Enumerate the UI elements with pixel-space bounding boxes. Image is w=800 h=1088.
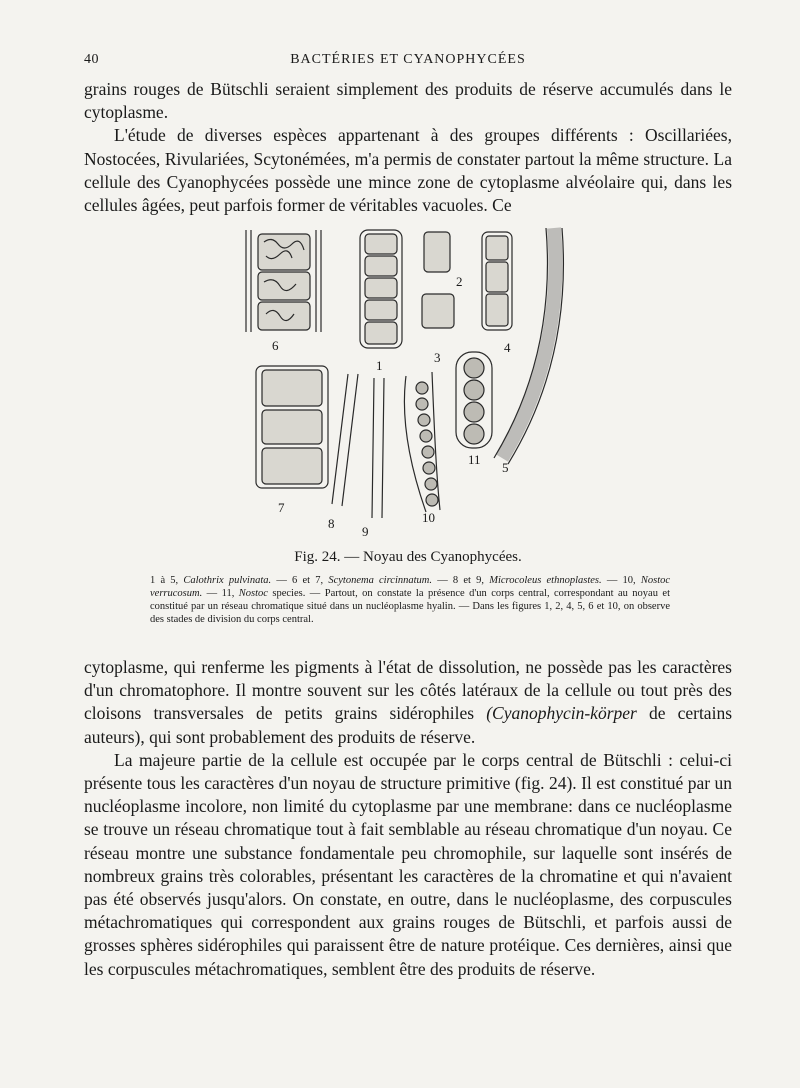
species-name: Calothrix pulvinata.: [183, 575, 272, 586]
species-name: Nostoc: [238, 588, 268, 599]
fig-label-10: 10: [422, 510, 435, 525]
caption-text: 1 à 5,: [150, 575, 184, 586]
caption-text: — 10,: [601, 575, 641, 586]
paragraph-text: cytoplasme, qui renferme les pigments à l'état de dissolution, ne possède pas les caractères d'un chromatophore. Il montre souvent sur les côtés latéraux de la cellule ou tout près des cloisons transversales de petits grains sidérophiles: [84, 657, 732, 724]
filament-7: [256, 366, 328, 488]
paragraph: grains rouges de Bütschli seraient simplement des produits de réserve accumulés dans le cytoplasme.: [84, 79, 732, 123]
filament-9: [372, 378, 384, 518]
fig-label-1: 1: [376, 358, 383, 373]
running-title: BACTÉRIES ET CYANOPHYCÉES: [290, 52, 526, 67]
figure-caption-title: Fig. 24. — Noyau des Cyanophycées.: [294, 549, 522, 565]
filament-4: [482, 232, 512, 330]
fig-label-6: 6: [272, 338, 279, 353]
fig-label-2: 2: [456, 274, 463, 289]
fig-label-3: 3: [434, 350, 441, 365]
filament-1: [360, 230, 402, 348]
paragraph: La majeure partie de la cellule est occupée par le corps central de Bütschli : celui-ci présente tous les caractères d'un noyau de structure primitive (fig. 24). Il est constitué par un nucléoplasme incolore, non limité du cytoplasme par une membrane: dans ce nucléoplasme se trouve un réseau chromatique tout à fait semblable au réseau chromatique d'un noyau. Ce réseau montre une substance fondamentale peu chromophile, sur laquelle sont insérés de nombreux grains très colorables, présentant les caractères de la chromatine et qui n'avaient pas été observés jusqu'alors. On constate, en outre, dans le nucléoplasme, des corpuscules métachromatiques qui correspondent aux grains rouges de Bütschli, et parfois aussi de grosses sphères sidérophiles qui paraissent être de nature protéique. Ces dernières, ainsi que les corpuscules métachromatiques, semblent être des produits de réserve.: [84, 749, 732, 979]
filament-6: [246, 230, 321, 332]
paragraph: L'étude de diverses espèces appartenant à des groupes différents : Oscillariées, Nostocées, Rivulariées, Scytonémées, m'a permis de constater partout la même structure. La cellule des Cyanophycées possède une mince zone de cytoplasme alvéolaire qui, dans les cellules âgées, peut parfois former de véritables vacuoles. Ce: [84, 125, 732, 216]
paragraph: [84, 656, 732, 749]
species-name: Nostoc verrucosum.: [150, 575, 671, 599]
species-name: Microcoleus ethnoplastes.: [489, 575, 602, 586]
caption-text: — 11,: [202, 588, 239, 599]
fig-label-11: 11: [468, 452, 481, 467]
species-name: Scytonema circinnatum.: [328, 575, 432, 586]
figure-24-illustration: [236, 222, 596, 542]
caption-text: species. — Partout, on constate la présence d'un corps central, correspondant au noyau et constitué par un réseau chromatique situé dans un nucléoplasme hyalin. — Dans les figures 1, 2, 4, 5, 6 et 10, on observe des stades de division du corps central.: [150, 588, 670, 625]
fig-label-9: 9: [362, 524, 369, 539]
caption-text: — 6 et 7,: [271, 575, 329, 586]
fig-label-7: 7: [278, 500, 285, 515]
filament-10: [404, 372, 440, 512]
filament-8: [332, 374, 358, 506]
caption-text: — 8 et 9,: [432, 575, 490, 586]
body-text-top: [84, 78, 732, 217]
cells-2: [422, 232, 454, 328]
cell-drawings: [236, 222, 596, 542]
fig-label-8: 8: [328, 516, 335, 531]
figure-caption-body: [150, 574, 670, 626]
page-number: 40: [84, 52, 99, 67]
fig-label-5: 5: [502, 460, 509, 475]
paragraph-text: de certains auteurs), qui sont probablement des produits de réserve.: [84, 703, 732, 747]
paragraph-italic: (Cyanophycin-körper: [486, 703, 637, 724]
page-header: [84, 52, 732, 72]
body-text-bottom: [84, 656, 732, 981]
filament-11: [456, 352, 492, 448]
fig-label-4: 4: [504, 340, 511, 355]
